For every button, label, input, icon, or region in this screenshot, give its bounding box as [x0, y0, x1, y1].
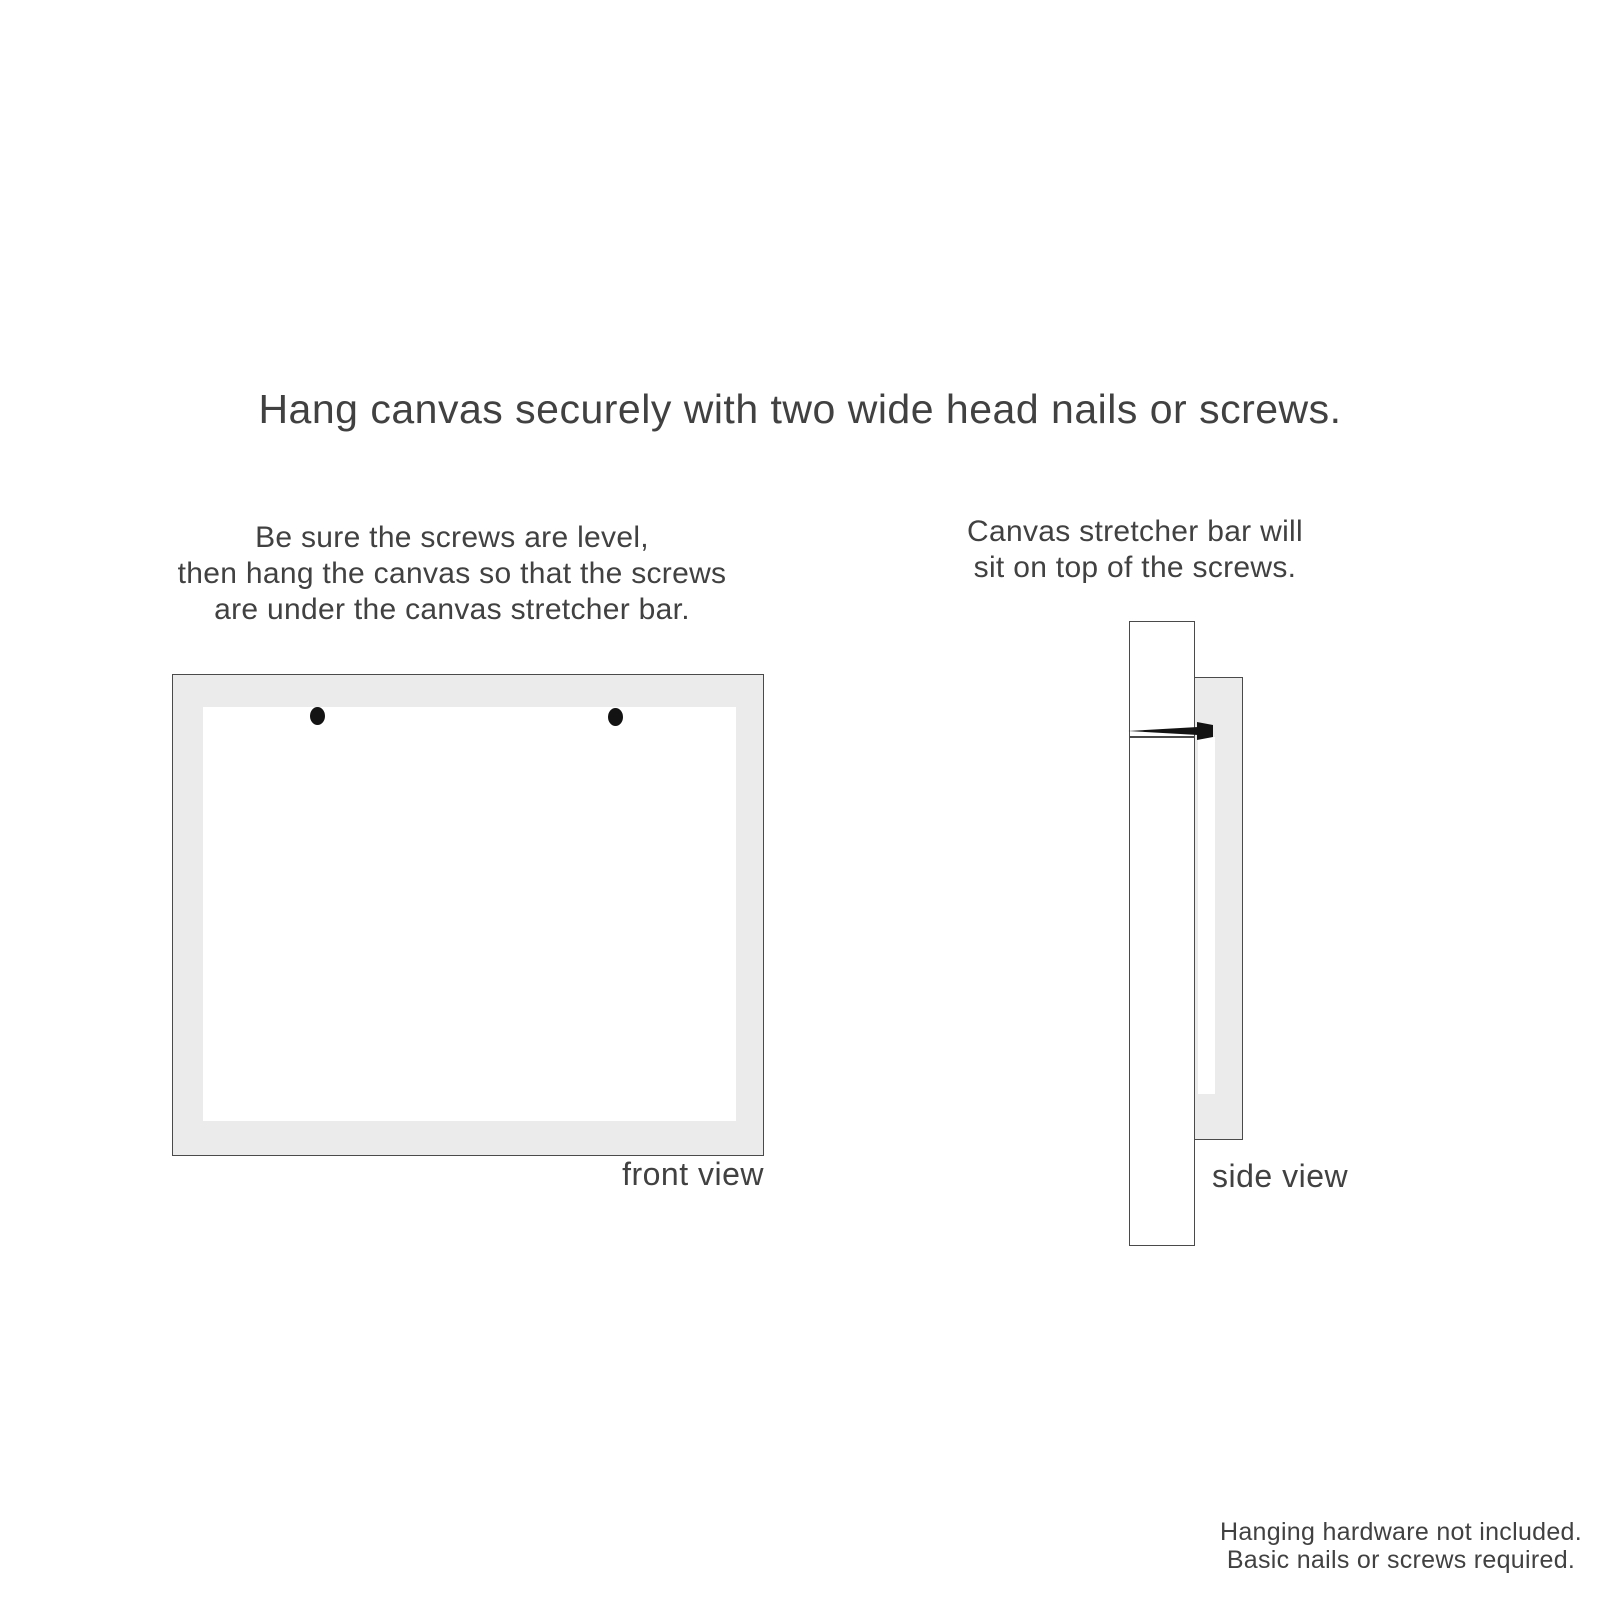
- screw-dot-right-icon: [608, 708, 623, 726]
- page-title: Hang canvas securely with two wide head nails or screws.: [258, 386, 1342, 432]
- side-view-wall-gap: [1198, 737, 1215, 1094]
- side-view-wall-bar: [1129, 621, 1195, 1246]
- nail-icon: [1128, 719, 1214, 743]
- hardware-note: [1191, 1518, 1600, 1574]
- hardware-note-line-2: Basic nails or screws required.: [1226, 1546, 1576, 1574]
- front-view-diagram: [172, 674, 764, 1156]
- front-caption-line-1: Be sure the screws are level,: [255, 521, 649, 554]
- screw-dot-left-icon: [310, 707, 325, 725]
- canvas-face: [203, 707, 736, 1121]
- side-caption-line-1: Canvas stretcher bar will: [967, 515, 1303, 548]
- front-view-caption: [152, 520, 752, 628]
- side-view-label: side view: [1212, 1158, 1349, 1194]
- side-caption-line-2: sit on top of the screws.: [973, 551, 1297, 584]
- front-caption-line-2: then hang the canvas so that the screws: [177, 557, 727, 590]
- front-view-label: front view: [622, 1156, 764, 1192]
- side-view-caption: [935, 514, 1335, 586]
- side-view-canvas-edge: [1194, 677, 1243, 1140]
- hardware-note-line-1: Hanging hardware not included.: [1219, 1518, 1582, 1546]
- front-caption-line-3: are under the canvas stretcher bar.: [214, 593, 690, 626]
